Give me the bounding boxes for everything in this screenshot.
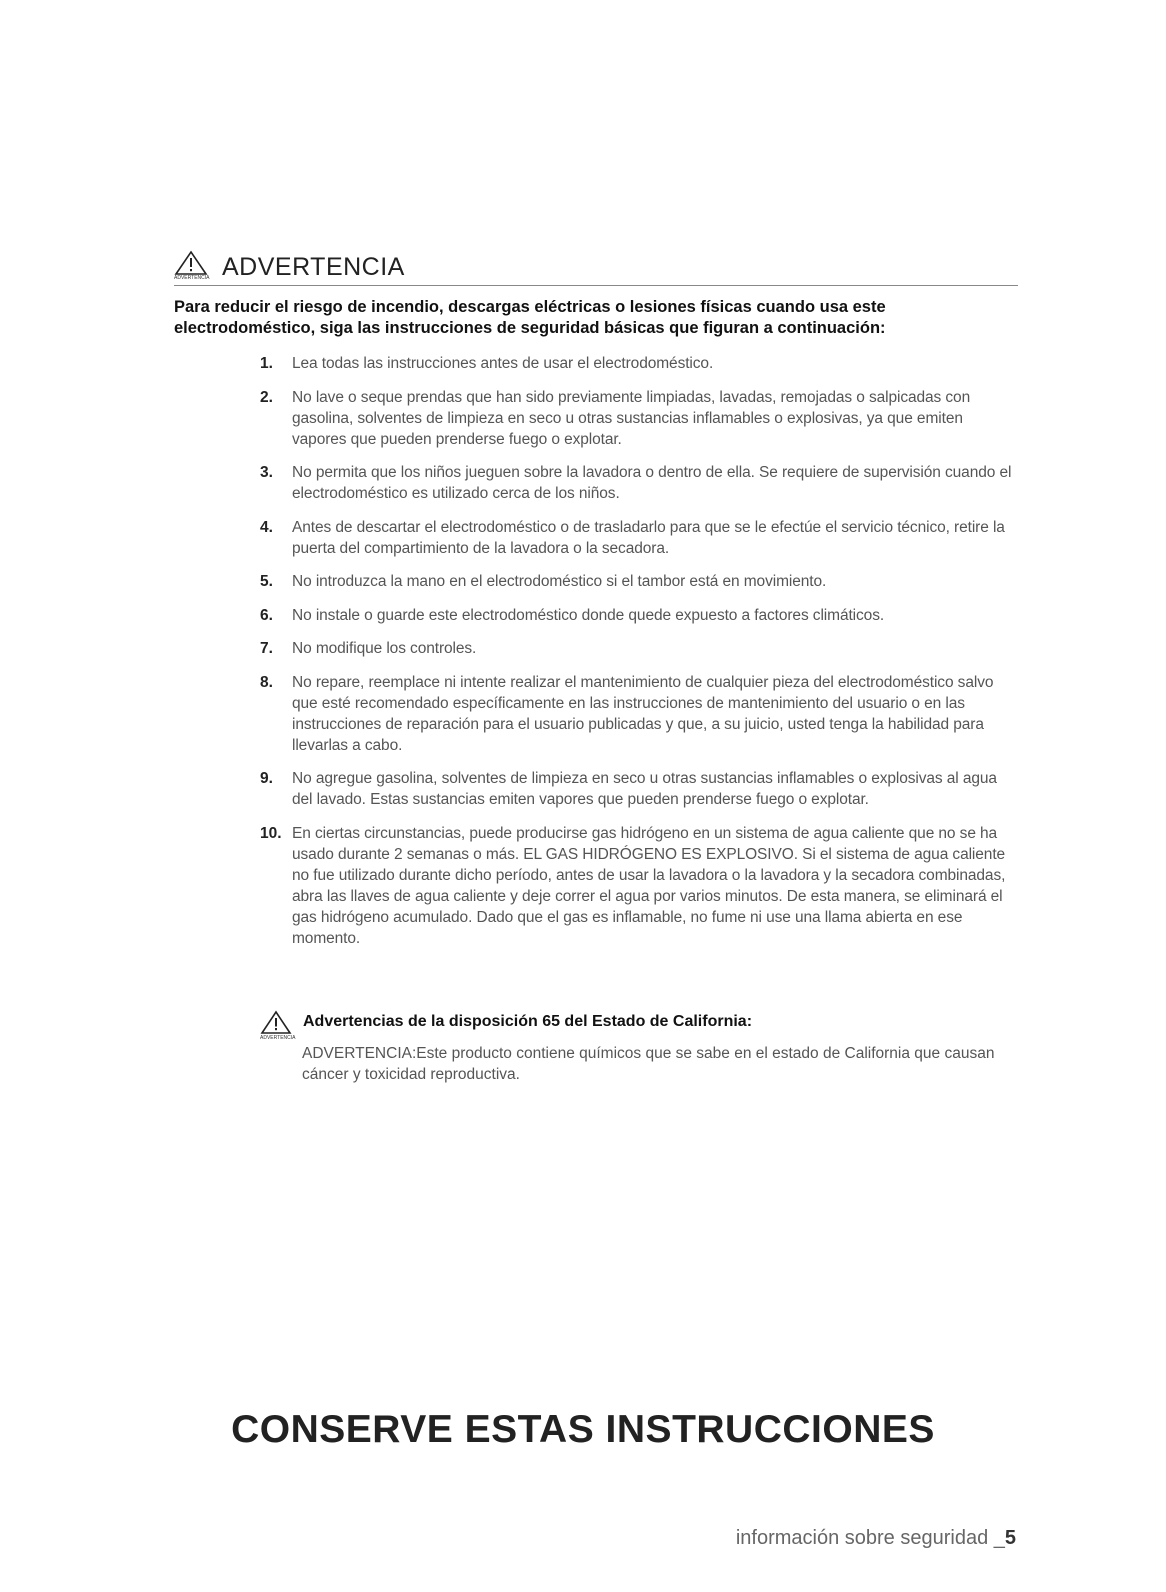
item-number: 3. [260,464,273,481]
footer-title: CONSERVE ESTAS INSTRUCCIONES [231,1408,935,1451]
item-text: Lea todas las instrucciones antes de usar el electrodoméstico. [292,355,714,372]
item-number: 1. [260,355,273,372]
item-text: Antes de descartar el electrodoméstico o de trasladarlo para que se le efectúe el servicio técnico, retire la puerta del compartimiento de la lavadora o la secadora. [292,518,1005,557]
item-text: En ciertas circunstancias, puede producirse gas hidrógeno en un sistema de agua caliente que no se ha usado durante 2 semanas o más. EL GAS HIDRÓGENO ES EXPLOSIVO. Si el sistema de agua caliente no fue utilizado durante dicho período, antes de usar la lavadora o la lavadora y la secadora combinadas, abra las llaves de agua caliente y deje correr el agua por varios minutos. De esta manera, se eliminará el gas hidrógeno acumulado. Dado que el gas es inflamable, no fume ni use una llama abierta en ese momento. [292,824,1006,947]
item-text: No instale o guarde este electrodoméstico donde quede expuesto a factores climáticos. [292,606,885,624]
icon-label: ADVERTENCIA [260,1035,296,1041]
icon-label: ADVERTENCIA [174,275,210,281]
warning-header [174,250,1018,286]
item-number: 10. [260,824,282,842]
list-item [260,571,1020,592]
list-item [260,462,1020,504]
page-footer [736,1527,1016,1550]
footer-section-label: información sobre seguridad _ [735,1527,1005,1549]
item-number: 4. [260,518,273,536]
warning-triangle-icon [260,1010,296,1042]
item-number: 5. [260,573,273,590]
item-number: 8. [260,673,273,691]
item-number: 2. [260,388,273,406]
warning-triangle-icon [174,250,208,284]
list-item [260,517,1020,559]
list-item [260,387,1020,450]
intro-text: Para reducir el riesgo de incendio, descargas eléctricas o lesiones físicas cuando usa este electrodoméstico, siga las instrucciones de seguridad básicas que figuran a continuación: [174,298,886,337]
item-text: No lave o seque prendas que han sido previamente limpiadas, lavadas, remojadas o salpicadas con gasolina, solventes de limpieza en seco u otras sustancias inflamables o explosivas, ya que emiten vapores que pueden prenderse fuego o explotar. [292,388,971,448]
prop65-text: ADVERTENCIA:Este producto contiene químicos que se sabe en el estado de California que causan cáncer y toxicidad reproductiva. [302,1045,995,1083]
list-item [260,768,1020,810]
item-number: 7. [260,640,273,657]
list-item [260,672,1020,756]
item-text: No agregue gasolina, solventes de limpieza en seco u otras sustancias inflamables o explosivas al agua del lavado. Estas sustancias emiten vapores que pueden prenderse fuego o explotar. [292,770,997,808]
prop65-title: Advertencias de la disposición 65 del Estado de California: [303,1013,753,1030]
item-text: No permita que los niños jueguen sobre la lavadora o dentro de ella. Se requiere de supervisión cuando el electrodoméstico es utilizado cerca de los niños. [292,464,1012,502]
list-item [260,638,1020,659]
item-number: 9. [260,770,273,787]
list-item [260,353,1020,374]
item-text: No repare, reemplace ni intente realizar el mantenimiento de cualquier pieza del electrodoméstico salvo que esté recomendado específicamente en las instrucciones de mantenimiento del usuario o en las instrucciones de reparación para el usuario publicadas y que, a su juicio, usted tenga la habilidad para llevarlas a cabo. [292,673,994,754]
item-text: No modifique los controles. [292,640,477,657]
page-number: 5 [1004,1527,1016,1549]
list-item [260,605,1020,626]
section-title: ADVERTENCIA [222,253,405,281]
list-item [260,823,1020,949]
item-text: No introduzca la mano en el electrodoméstico si el tambor está en movimiento. [292,573,827,590]
instruction-list [260,353,1020,961]
item-number: 6. [260,606,273,624]
